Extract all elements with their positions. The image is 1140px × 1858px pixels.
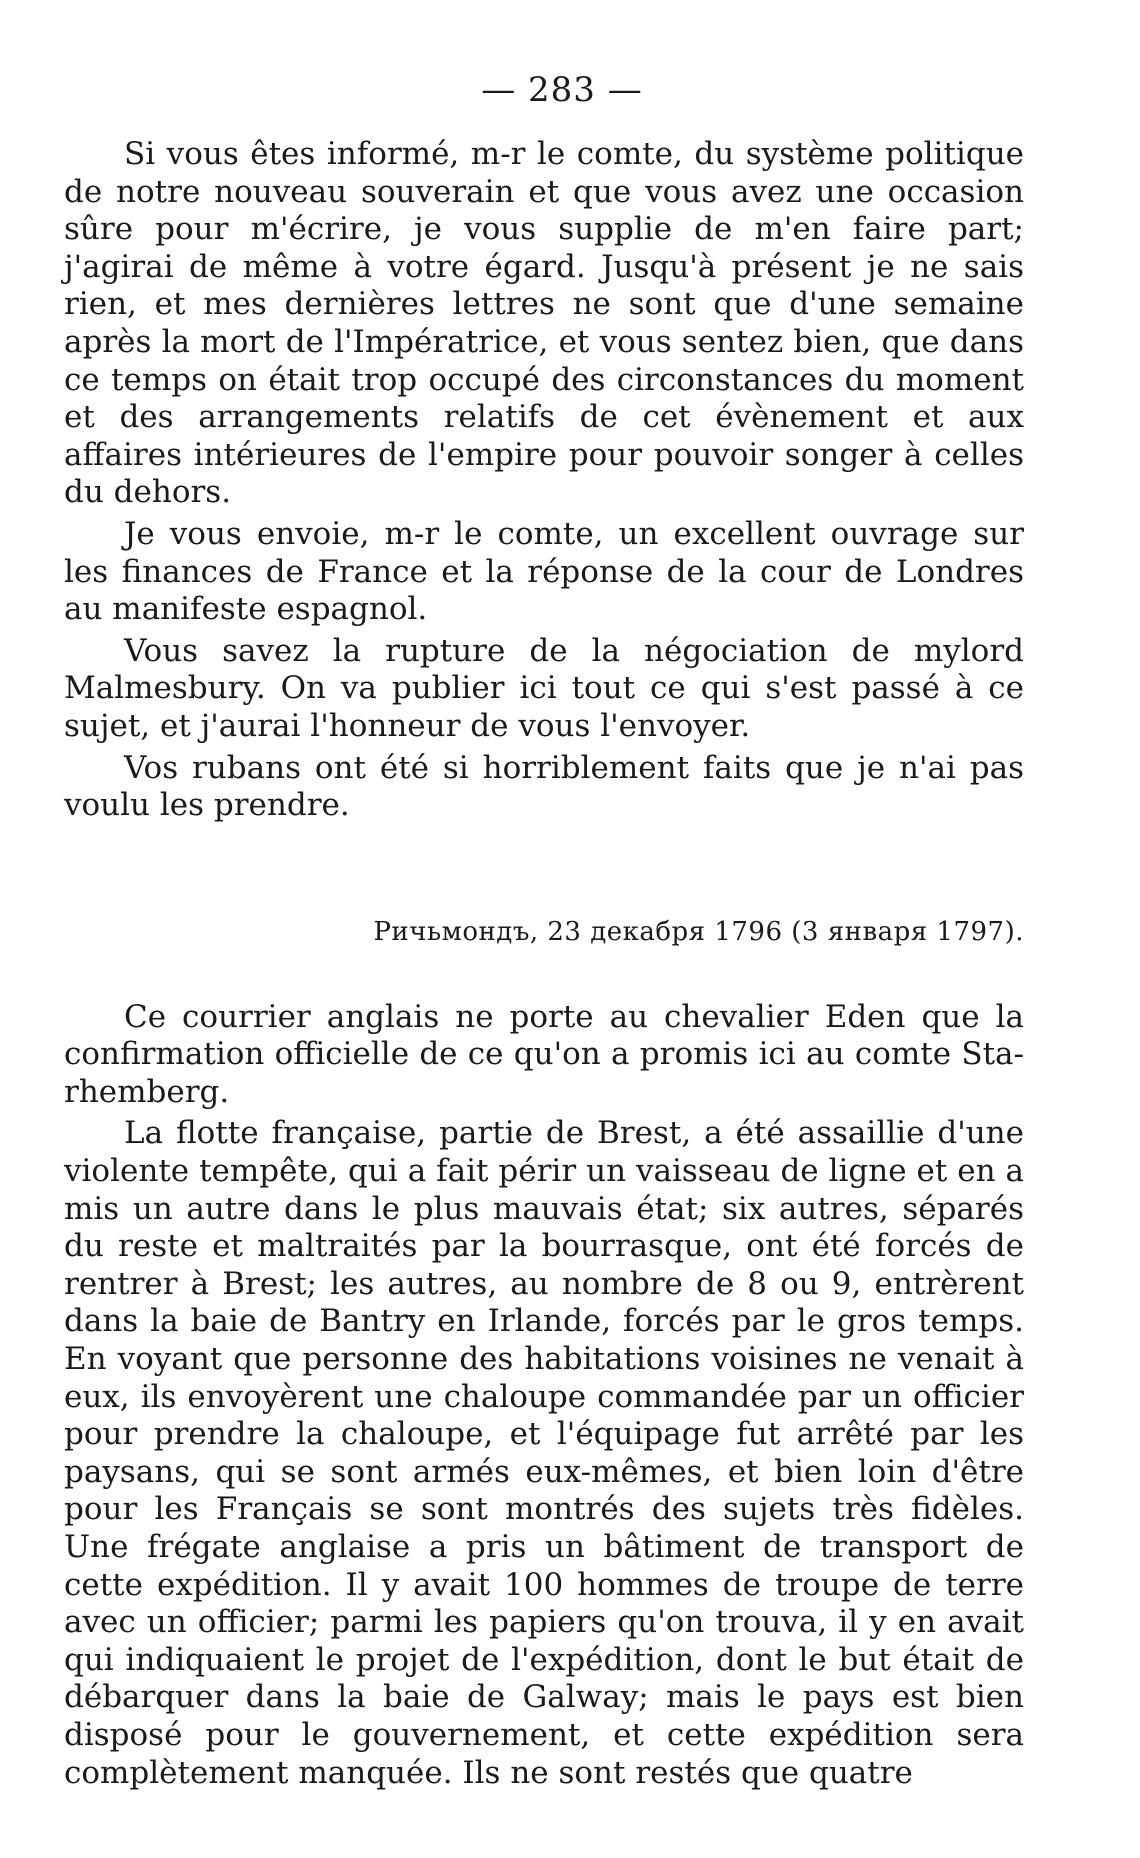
letter-1-paragraph: Si vous êtes informé, m-r le comte, du système politique de notre nouveau souverain et que vous avez une occasion sûre pour m'écrire, je vous supplie de m'en faire part; j'agirai de même à votre égard. Jusqu'à présent je ne sais rien, et mes dernières lettres ne sont que d'une semaine après la mort de l'Impératrice, et vous sentez bien, que dans ce temps on était trop occupé des circonstances du moment et des arrangements relatifs de cet évènement et aux affaires intérieures de l'empire pour pouvoir songer à celles du dehors. [64, 136, 1024, 511]
document-page [64, 70, 1024, 1796]
letter-1-paragraph: Vos rubans ont été si horriblement faits que je n'ai pas voulu les prendre. [64, 749, 1024, 824]
page-number: — 283 — [481, 70, 643, 110]
letter-dateline: Ричьмондъ, 23 декабря 1796 (3 января 1797). [373, 916, 1024, 947]
letter-2 [64, 917, 1024, 1792]
letter-2-paragraph: Ce courrier anglais ne porte au chevalier Eden que la confirmation officielle de ce qu'on a promis ici au comte Starhemberg. [64, 998, 1024, 1110]
letter-1-paragraph: Je vous envoie, m-r le comte, un excellent ouvrage sur les finances de France et la réponse de la cour de Londres au manifeste espagnol. [64, 515, 1024, 628]
letter-1-paragraph: Vous savez la rupture de la négociation de mylord Malmesbury. On va publier ici tout ce qui s'est passé à ce sujet, et j'aurai l'honneur de vous l'envoyer. [64, 632, 1024, 744]
letter-2-paragraph: La flotte française, partie de Brest, a été assaillie d'une violente tempête, qui a fait périr un vaisseau de ligne et en a mis un autre dans le plus mauvais état; six autres, séparés du reste et maltraités par la bourrasque, ont été forcés de rentrer à Brest; les autres, au nombre de 8 ou 9, entrèrent dans la baie de Bantry en Irlande, forcés par le gros temps. En voyant que personne des habitations voisines ne venait à eux, ils envoyèrent une chaloupe commandée par un officier pour prendre la chaloupe, et l'équipage fut arrêté par les paysans, qui se sont armés eux-mêmes, et bien loin d'être pour les Français se sont montrés des sujets très fidèles. Une frégate anglaise a pris un bâtiment de transport de cette expédition. Il y avait 100 hommes de troupe de terre avec un officier; parmi les papiers qu'on trouva, il y en avait qui indiquaient le projet de l'expédition, dont le but était de débarquer dans la baie de Galway; mais le pays est bien disposé pour le gouvernement, et cette expédition sera complètement manquée. Ils ne sont restés que quatre [64, 1115, 1024, 1791]
letter-1 [64, 136, 1024, 825]
